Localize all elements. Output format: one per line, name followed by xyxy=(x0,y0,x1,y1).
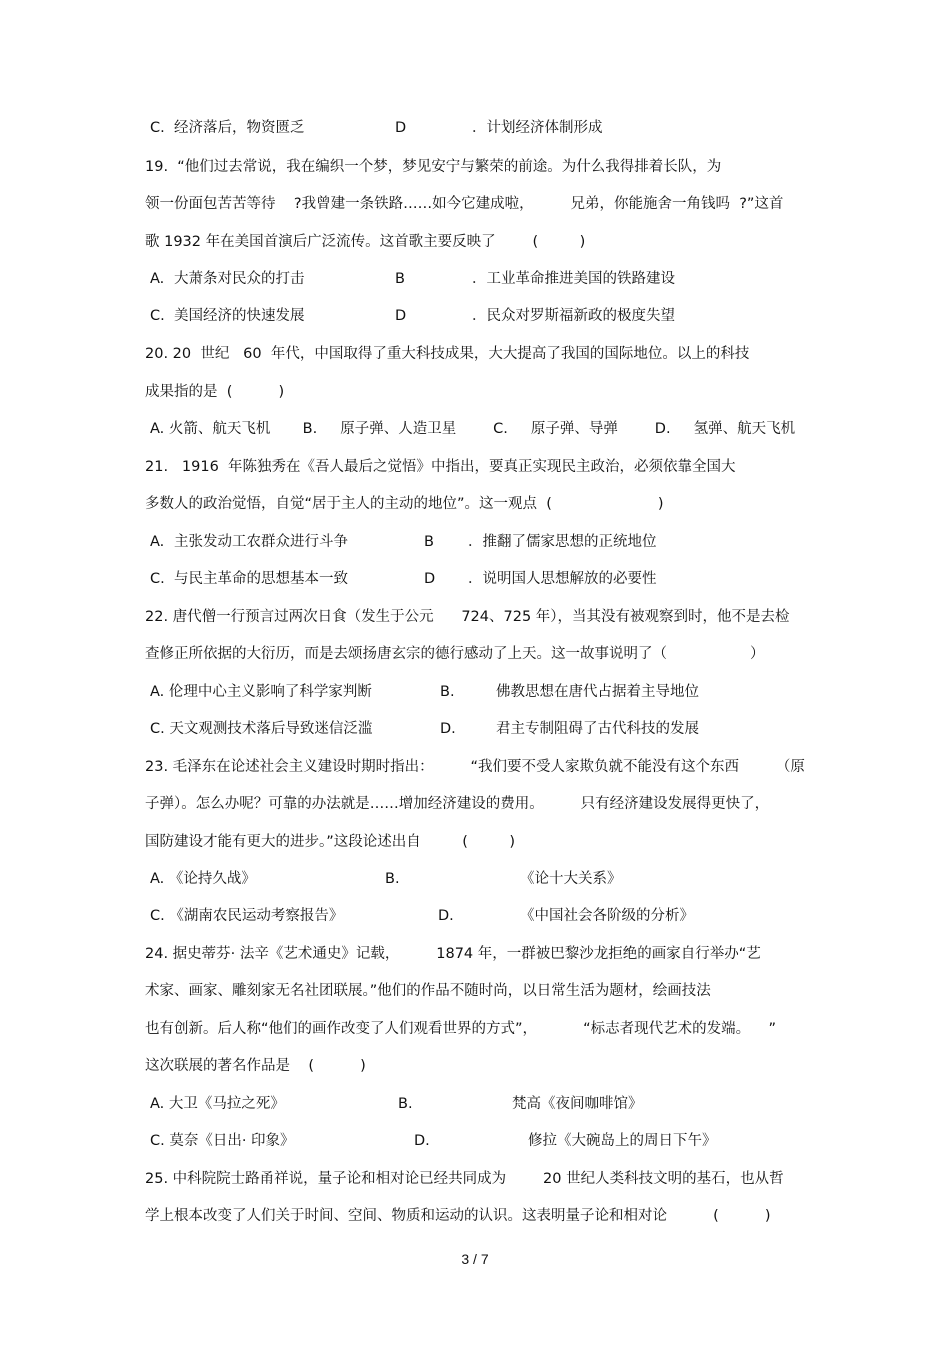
q18-option-d-text: ．计划经济体制形成 xyxy=(472,120,603,136)
q21-option-d-letter: D xyxy=(424,571,436,587)
q21-option-a-letter: A. xyxy=(150,534,165,550)
q25-stem-line-1: 25. 中科院院士路甬祥说，量子论和相对论已经共同成为 20 世纪人类科技文明的基石，也从哲 xyxy=(145,1171,784,1187)
q21-option-b-letter: B xyxy=(424,534,434,550)
q22-option-d-text: 君主专制阻碍了古代科技的发展 xyxy=(496,721,699,737)
q23-option-c: C. 《湖南农民运动考察报告》 xyxy=(150,908,344,924)
q22-stem-line-2: 查修正所依据的大衍历，而是去颂扬唐玄宗的德行感动了上天。这一故事说明了（ ） xyxy=(145,646,765,662)
page-number: 3 / 7 xyxy=(461,1251,489,1267)
q24-option-b-letter: B. xyxy=(398,1096,413,1112)
q18-option-c-text: 经济落后，物资匮乏 xyxy=(174,120,305,136)
q23-stem-line-1: 23. 毛泽东在论述社会主义建设时期时指出： “我们要不受人家欺负就不能没有这个东西 （原 xyxy=(145,759,805,775)
q19-option-d-text: ．民众对罗斯福新政的极度失望 xyxy=(472,308,675,324)
q19-option-c-text: 美国经济的快速发展 xyxy=(174,308,305,324)
q22-option-a: A. 伦理中心主义影响了科学家判断 xyxy=(150,684,372,700)
q24-option-a: A. 大卫《马拉之死》 xyxy=(150,1096,285,1112)
q22-option-b-letter: B. xyxy=(440,684,455,700)
q23-stem-line-2: 子弹）。怎么办呢？可靠的办法就是……增加经济建设的费用。 只有经济建设发展得更快了， xyxy=(145,796,770,812)
q24-option-d-text: 修拉《大碗岛上的周日下午》 xyxy=(528,1133,717,1149)
q23-option-d-text: 《中国社会各阶级的分析》 xyxy=(520,908,694,924)
q23-option-b-letter: B. xyxy=(385,871,400,887)
q23-option-d-letter: D. xyxy=(438,908,454,924)
q21-option-a-text: 主张发动工农群众进行斗争 xyxy=(174,534,348,550)
q22-option-c: C. 天文观测技术落后导致迷信泛滥 xyxy=(150,721,373,737)
q23-option-a: A. 《论持久战》 xyxy=(150,871,256,887)
q23-option-b-text: 《论十大关系》 xyxy=(520,871,622,887)
q18-option-c-letter: C. xyxy=(150,120,165,136)
q19-option-b-text: ．工业革命推进美国的铁路建设 xyxy=(472,271,675,287)
q20-options: A. 火箭、航天飞机 B. 原子弹、人造卫星 C. 原子弹、导弹 D. 氢弹、航天飞机 xyxy=(150,421,796,437)
q19-stem-line-3: 歌 1932 年在美国首演后广泛流传。这首歌主要反映了 ( ) xyxy=(145,234,586,250)
q19-option-a-letter: A. xyxy=(150,271,165,287)
q19-option-b-letter: B xyxy=(395,271,405,287)
q22-option-b-text: 佛教思想在唐代占据着主导地位 xyxy=(496,684,699,700)
q18-option-d-letter: D xyxy=(395,120,407,136)
q21-option-c-letter: C. xyxy=(150,571,165,587)
q21-stem-line-2: 多数人的政治觉悟，自觉“居于主人的主动的地位”。这一观点 ( ) xyxy=(145,496,664,512)
q24-option-d-letter: D. xyxy=(414,1133,430,1149)
q21-option-d-text: ．说明国人思想解放的必要性 xyxy=(468,571,657,587)
q19-stem-line-2: 领一份面包苦苦等待 ?我曾建一条铁路……如今它建成啦， 兄弟，你能施舍一角钱吗 ?”这首 xyxy=(145,196,784,212)
q21-option-c-text: 与民主革命的思想基本一致 xyxy=(174,571,348,587)
q24-option-b-text: 梵高《夜间咖啡馆》 xyxy=(512,1096,643,1112)
q23-stem-line-3: 国防建设才能有更大的进步。”这段论述出自 ( ) xyxy=(145,834,516,850)
q24-option-c: C. 莫奈《日出· 印象》 xyxy=(150,1133,295,1149)
q25-stem-line-2: 学上根本改变了人们关于时间、空间、物质和运动的认识。这表明量子论和相对论 ( ) xyxy=(145,1208,771,1224)
q24-stem-line-4: 这次联展的著名作品是 ( ) xyxy=(145,1058,366,1074)
q21-stem-line-1: 21. 1916 年陈独秀在《吾人最后之觉悟》中指出，要真正实现民主政治，必须依靠全国大 xyxy=(145,459,736,475)
q20-stem-line-2: 成果指的是 ( ) xyxy=(145,384,285,400)
q24-stem-line-1: 24. 据史蒂芬· 法辛《艺术通史》记载， 1874 年，一群被巴黎沙龙拒绝的画家自行举办“艺 xyxy=(145,946,761,962)
q19-option-d-letter: D xyxy=(395,308,407,324)
q19-stem-line-1: 19. “他们过去常说，我在编织一个梦，梦见安宁与繁荣的前途。为什么我得排着长队，为 xyxy=(145,159,722,175)
q21-option-b-text: ．推翻了儒家思想的正统地位 xyxy=(468,534,657,550)
q24-stem-line-2: 术家、画家、雕刻家无名社团联展。”他们的作品不随时尚，以日常生活为题材，绘画技法 xyxy=(145,983,711,999)
q24-stem-line-3: 也有创新。后人称“他们的画作改变了人们观看世界的方式”， “标志者现代艺术的发端。 ” xyxy=(145,1021,777,1037)
q19-option-c-letter: C. xyxy=(150,308,165,324)
q22-stem-line-1: 22. 唐代僧一行预言过两次日食（发生于公元 724、725 年），当其没有被观察到时，他不是去检 xyxy=(145,609,790,625)
q20-stem-line-1: 20. 20 世纪 60 年代，中国取得了重大科技成果，大大提高了我国的国际地位。以上的科技 xyxy=(145,346,750,362)
q19-option-a-text: 大萧条对民众的打击 xyxy=(174,271,305,287)
q22-option-d-letter: D. xyxy=(440,721,456,737)
